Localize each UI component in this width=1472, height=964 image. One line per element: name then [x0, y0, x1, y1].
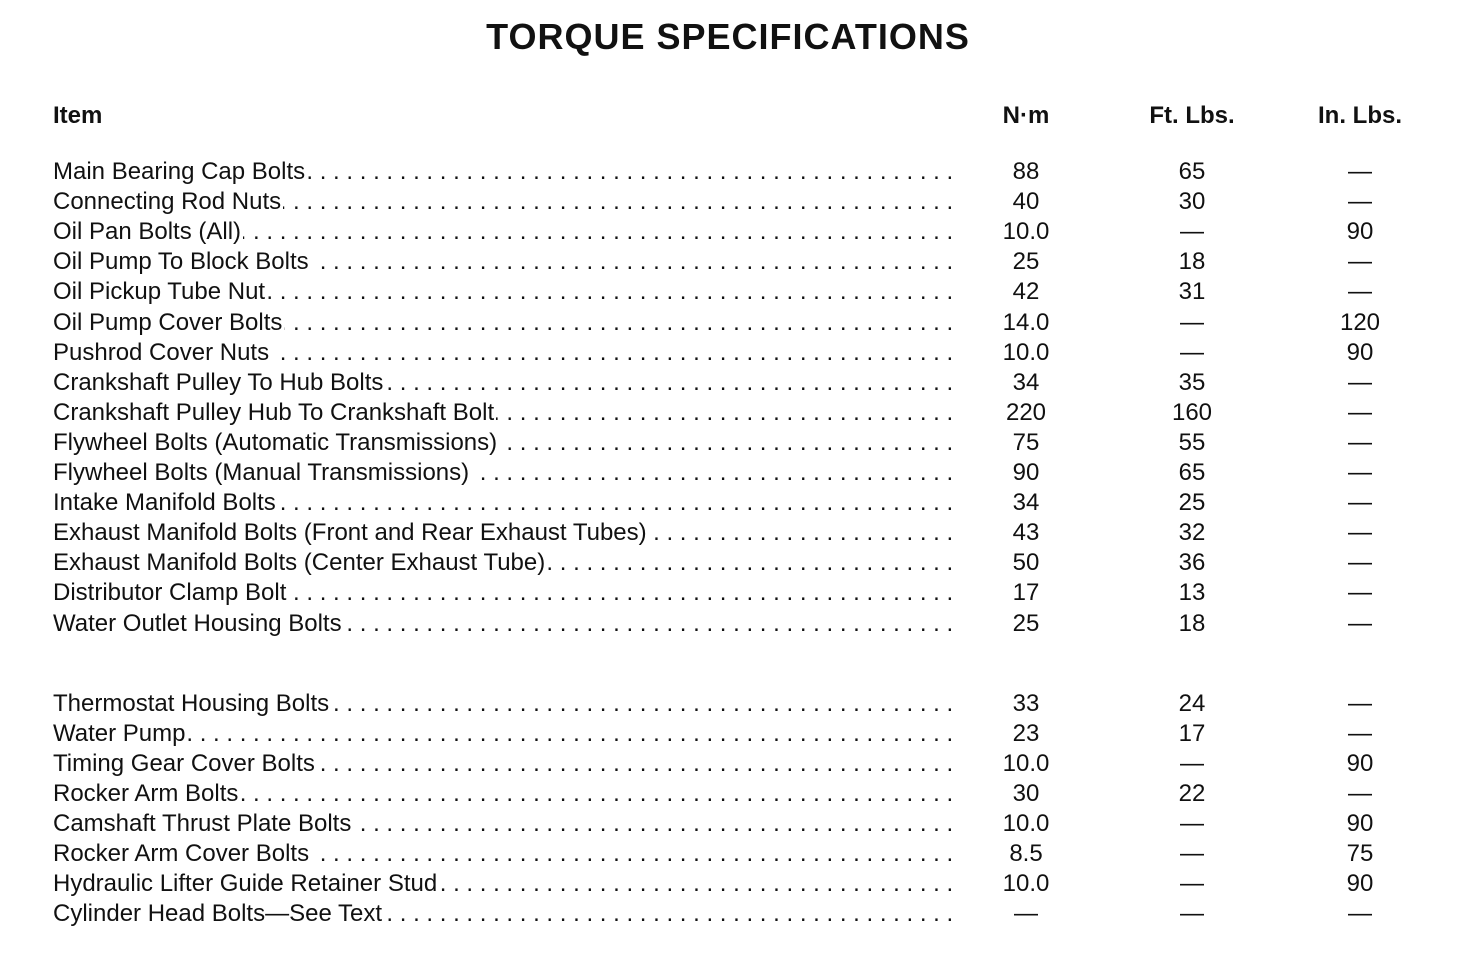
row-in-lbs-value: — — [1348, 719, 1372, 747]
row-item-label: Distributor Clamp Bolt — [53, 579, 287, 607]
row-in-lbs-value: — — [1348, 459, 1372, 486]
row-ft-lbs-value: 18 — [1178, 248, 1206, 276]
row-item-cell — [53, 609, 960, 639]
row-ft-lbs-value: 160 — [1171, 398, 1213, 426]
row-in-lbs-value: — — [1348, 519, 1372, 547]
row-nm-value: 23 — [1012, 719, 1040, 747]
table-row — [0, 518, 1472, 548]
row-in-lbs-value: — — [1348, 549, 1372, 577]
row-item-cell — [53, 368, 960, 398]
row-in-lbs-value: 90 — [1346, 749, 1374, 777]
column-header-nm: N·m — [1002, 102, 1050, 129]
row-nm-value: 75 — [1012, 428, 1040, 456]
table-row — [0, 839, 1472, 869]
row-nm-value: 25 — [1012, 248, 1040, 276]
row-nm-value: 25 — [1012, 609, 1040, 637]
table-row — [0, 157, 1472, 187]
table-row — [0, 899, 1472, 929]
row-in-lbs-value: — — [1348, 398, 1372, 426]
column-header-item: Item — [53, 102, 103, 129]
row-nm-value: 40 — [1012, 188, 1040, 216]
row-item-label: Crankshaft Pulley Hub To Crankshaft Bolt — [53, 398, 495, 426]
row-item-label: Cylinder Head Bolts—See Text — [53, 900, 383, 928]
row-item-cell — [53, 779, 960, 809]
column-header-in-lbs: In. Lbs. — [1318, 102, 1402, 129]
table-row — [0, 458, 1472, 488]
row-item-label: Rocker Arm Cover Bolts — [53, 840, 310, 868]
row-item-label: Oil Pump To Block Bolts — [53, 248, 309, 276]
row-item-cell — [53, 578, 960, 608]
row-nm-value: 50 — [1012, 549, 1040, 577]
row-nm-value: 34 — [1012, 489, 1040, 517]
row-item-label: Thermostat Housing Bolts — [53, 689, 330, 717]
row-item-cell — [53, 839, 960, 869]
row-in-lbs-value: — — [1348, 368, 1372, 396]
table-row — [0, 869, 1472, 899]
table-row — [0, 809, 1472, 839]
row-item-cell — [53, 277, 960, 307]
row-ft-lbs-value: 55 — [1178, 428, 1206, 456]
column-header-ft-lbs: Ft. Lbs. — [1149, 102, 1235, 129]
row-item-label: Exhaust Manifold Bolts (Front and Rear Exhaust Tubes) — [53, 519, 647, 547]
row-nm-value: 42 — [1012, 278, 1040, 306]
row-nm-value: 10.0 — [1002, 338, 1050, 366]
row-ft-lbs-value: — — [1180, 810, 1204, 837]
row-item-label: Flywheel Bolts (Automatic Transmissions) — [53, 428, 498, 456]
row-item-cell — [53, 458, 960, 488]
row-ft-lbs-value: 36 — [1178, 549, 1206, 577]
table-row — [0, 217, 1472, 247]
row-nm-value: 14.0 — [1002, 308, 1050, 336]
row-in-lbs-value: — — [1348, 689, 1372, 717]
row-in-lbs-value: — — [1348, 428, 1372, 456]
table-row — [0, 488, 1472, 518]
row-nm-value: 220 — [1005, 398, 1047, 426]
row-ft-lbs-value: — — [1180, 840, 1204, 868]
row-ft-lbs-value: 35 — [1178, 368, 1206, 396]
row-ft-lbs-value: 32 — [1178, 519, 1206, 547]
row-in-lbs-value: — — [1348, 248, 1372, 276]
row-nm-value: 88 — [1012, 158, 1040, 185]
row-in-lbs-value: — — [1348, 609, 1372, 637]
table-row — [0, 578, 1472, 608]
row-ft-lbs-value: 65 — [1178, 158, 1206, 185]
table-row — [0, 719, 1472, 749]
row-item-cell — [53, 518, 960, 548]
row-item-label: Oil Pump Cover Bolts — [53, 308, 283, 336]
row-item-cell — [53, 428, 960, 458]
table-row — [0, 277, 1472, 307]
row-nm-value: 10.0 — [1002, 810, 1050, 837]
row-in-lbs-value: — — [1348, 900, 1372, 928]
table-row — [0, 428, 1472, 458]
row-in-lbs-value: — — [1348, 158, 1372, 185]
row-item-cell — [53, 809, 960, 839]
row-ft-lbs-value: 30 — [1178, 188, 1206, 216]
row-ft-lbs-value: — — [1180, 338, 1204, 366]
row-item-cell — [53, 338, 960, 368]
row-in-lbs-value: — — [1348, 579, 1372, 607]
row-ft-lbs-value: 31 — [1178, 278, 1206, 306]
row-nm-value: 43 — [1012, 519, 1040, 547]
row-in-lbs-value: 90 — [1346, 810, 1374, 837]
row-ft-lbs-value: 65 — [1178, 459, 1206, 486]
row-in-lbs-value: — — [1348, 489, 1372, 517]
row-ft-lbs-value: 17 — [1178, 719, 1206, 747]
row-nm-value: 17 — [1012, 579, 1040, 607]
table-row — [0, 187, 1472, 217]
row-item-cell — [53, 488, 960, 518]
row-item-label: Timing Gear Cover Bolts — [53, 749, 315, 777]
row-in-lbs-value: 75 — [1346, 840, 1374, 868]
row-in-lbs-value: — — [1348, 188, 1372, 216]
table-row — [0, 338, 1472, 368]
row-item-cell — [53, 689, 960, 719]
row-item-cell — [53, 719, 960, 749]
row-item-cell — [53, 157, 960, 187]
row-ft-lbs-value: — — [1180, 218, 1204, 246]
row-ft-lbs-value: 24 — [1178, 689, 1206, 717]
row-nm-value: 34 — [1012, 368, 1040, 396]
row-in-lbs-value: — — [1348, 779, 1372, 807]
row-nm-value: 30 — [1012, 779, 1040, 807]
table-row — [0, 368, 1472, 398]
row-item-label: Water Pump — [53, 719, 186, 747]
page-title: TORQUE SPECIFICATIONS — [486, 16, 970, 57]
table-row — [0, 749, 1472, 779]
row-nm-value: 90 — [1012, 459, 1040, 486]
table-row — [0, 609, 1472, 639]
row-nm-value: 10.0 — [1002, 218, 1050, 246]
table-row — [0, 247, 1472, 277]
row-item-label: Camshaft Thrust Plate Bolts — [53, 810, 352, 837]
row-item-label: Oil Pickup Tube Nut — [53, 278, 266, 306]
row-ft-lbs-value: 22 — [1178, 779, 1206, 807]
row-item-label: Oil Pan Bolts (All) — [53, 218, 242, 246]
row-item-cell — [53, 749, 960, 779]
table-row — [0, 548, 1472, 578]
row-item-cell — [53, 398, 960, 428]
row-ft-lbs-value: — — [1180, 308, 1204, 336]
row-in-lbs-value: — — [1348, 278, 1372, 306]
row-item-label: Flywheel Bolts (Manual Transmissions) — [53, 459, 470, 486]
row-item-label: Pushrod Cover Nuts — [53, 338, 270, 366]
row-item-cell — [53, 308, 960, 338]
row-item-label: Crankshaft Pulley To Hub Bolts — [53, 368, 384, 396]
row-nm-value: 8.5 — [1009, 840, 1043, 868]
row-nm-value: 10.0 — [1002, 749, 1050, 777]
row-ft-lbs-value: 13 — [1178, 579, 1206, 607]
row-item-cell — [53, 899, 960, 929]
table-row — [0, 689, 1472, 719]
row-item-cell — [53, 869, 960, 899]
row-item-cell — [53, 548, 960, 578]
row-item-label: Connecting Rod Nuts — [53, 188, 282, 216]
row-in-lbs-value: 90 — [1346, 870, 1374, 898]
table-row — [0, 398, 1472, 428]
table-row — [0, 308, 1472, 338]
row-item-cell — [53, 217, 960, 247]
table-row — [0, 779, 1472, 809]
row-nm-value: — — [1014, 900, 1038, 928]
row-ft-lbs-value: — — [1180, 900, 1204, 928]
row-item-label: Intake Manifold Bolts — [53, 489, 276, 517]
row-item-label: Exhaust Manifold Bolts (Center Exhaust Tube) — [53, 549, 546, 577]
row-item-label: Hydraulic Lifter Guide Retainer Stud — [53, 870, 438, 898]
row-item-cell — [53, 187, 960, 217]
row-ft-lbs-value: 25 — [1178, 489, 1206, 517]
row-ft-lbs-value: 18 — [1178, 609, 1206, 637]
row-nm-value: 33 — [1012, 689, 1040, 717]
row-item-label: Water Outlet Housing Bolts — [53, 609, 342, 637]
row-item-label: Main Bearing Cap Bolts — [53, 158, 306, 185]
row-ft-lbs-value: — — [1180, 749, 1204, 777]
row-in-lbs-value: 90 — [1346, 218, 1374, 246]
row-in-lbs-value: 90 — [1346, 338, 1374, 366]
row-item-cell — [53, 247, 960, 277]
row-in-lbs-value: 120 — [1339, 308, 1381, 336]
row-nm-value: 10.0 — [1002, 870, 1050, 898]
row-item-label: Rocker Arm Bolts — [53, 779, 239, 807]
row-ft-lbs-value: — — [1180, 870, 1204, 898]
